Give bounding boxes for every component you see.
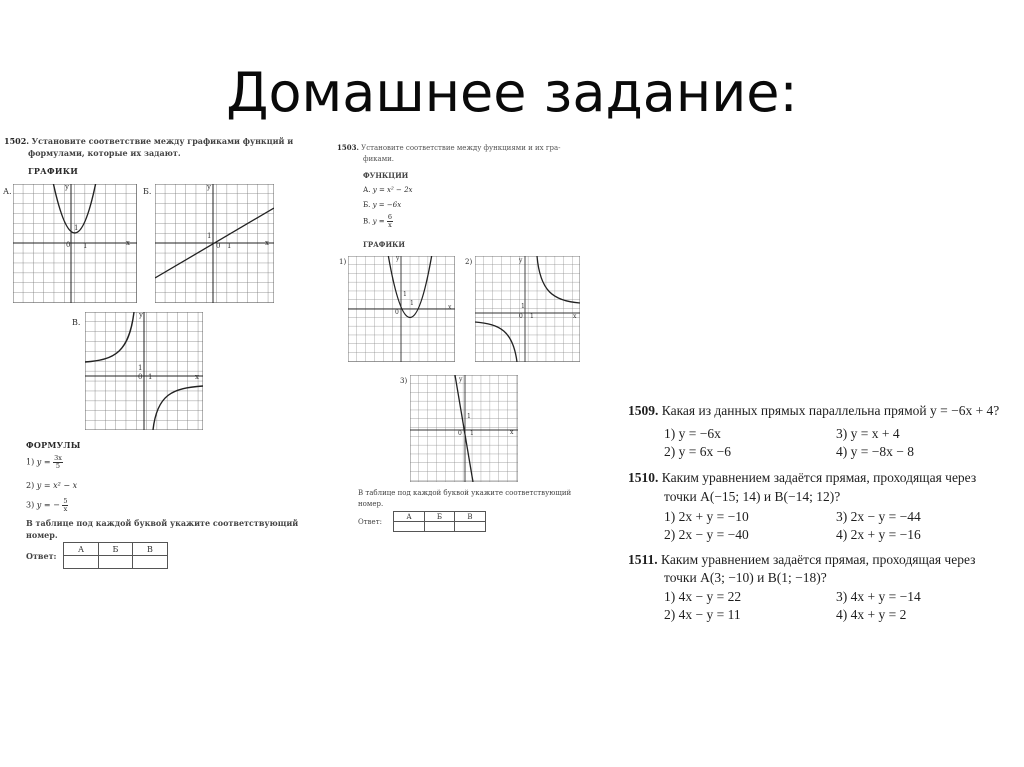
problem-text: Каким уравнением задаётся прямая, проходящая через — [661, 552, 976, 567]
graphs-header-1503: ГРАФИКИ — [363, 240, 406, 249]
problem-text: Установите соответствие между графиками функций и — [31, 136, 294, 146]
graphs-header: ГРАФИКИ — [28, 166, 79, 176]
option-4: 4) y = −8x − 8 — [836, 444, 914, 459]
problem-1511-question-line1 — [628, 552, 975, 568]
answer-header-a: А — [64, 543, 99, 556]
problem-1502-line2: формулами, которые их задают. — [28, 148, 181, 158]
numerator: 5 — [63, 497, 68, 505]
slide-title: Домашнее задание: — [226, 61, 798, 124]
function-label: А. — [363, 186, 371, 194]
graph-2-label: 2) — [465, 258, 473, 266]
graph-b-line: y 0 1 1 x — [155, 184, 274, 303]
option-3: 3) y = x + 4 — [836, 426, 900, 441]
formula-1 — [26, 455, 63, 470]
problem-text: Какая из данных прямых параллельна прямой y = −6x + 4? — [661, 403, 1000, 418]
instruction-line2-1503: номер. — [358, 500, 384, 508]
graph-v-hyperbola: y 0 1 1 x — [85, 312, 203, 430]
option-2: 2) y = 6x −6 — [664, 444, 731, 459]
numerator: 3x — [54, 454, 62, 462]
function-label: В. — [363, 217, 371, 226]
formula-prefix: y = — [36, 457, 51, 467]
option-2: 2) 2x − y = −40 — [664, 527, 749, 542]
answer-cell-v[interactable] — [133, 556, 168, 569]
problem-number: 1502. — [4, 136, 30, 146]
graph-3-label: 3) — [400, 377, 408, 385]
function-text: y = x² − 2x — [372, 186, 413, 194]
answer-cell-a[interactable] — [394, 522, 425, 532]
problem-1502-line1 — [4, 136, 293, 147]
graph-a-label: А. — [3, 187, 12, 196]
denominator: x — [388, 221, 392, 229]
graph-1-parabola: y 0 1 1 x — [348, 256, 455, 362]
function-b — [363, 201, 401, 210]
answer-header-v: В — [455, 512, 486, 522]
option-4: 4) 2x + y = −16 — [836, 527, 921, 542]
answer-cell-b[interactable] — [425, 522, 455, 532]
formula-3 — [26, 498, 68, 513]
problem-1503-line1 — [337, 143, 561, 153]
problem-text: Каким уравнением задаётся прямая, проходящая через — [661, 470, 977, 485]
graph-1-label: 1) — [339, 258, 347, 266]
answer-table-1502 — [63, 542, 168, 569]
graph-3-line: y 0 1 1 x — [410, 375, 518, 482]
function-prefix: y = — [372, 217, 385, 226]
option-1: 1) 4x − y = 22 — [664, 589, 742, 604]
formula-number: 3) — [26, 500, 35, 510]
answer-cell-b[interactable] — [99, 556, 133, 569]
answer-cell-a[interactable] — [64, 556, 99, 569]
problem-1503-line2: фиками. — [363, 155, 395, 163]
answer-table-1503 — [393, 511, 486, 532]
answer-header-v: В — [133, 543, 168, 556]
instruction-line2: номер. — [26, 530, 58, 540]
answer-label: Ответ: — [26, 551, 57, 561]
formula-prefix: y = − — [36, 500, 60, 510]
problem-1510-question-line1 — [628, 470, 976, 486]
problem-number: 1509. — [628, 403, 659, 418]
denominator: x — [63, 505, 68, 513]
instruction-line1: В таблице под каждой буквой укажите соответствующий — [26, 518, 299, 528]
fraction — [53, 455, 63, 470]
option-1: 1) y = −6x — [664, 426, 721, 441]
answer-header-a: А — [394, 512, 425, 522]
function-text: y = −6x — [372, 201, 402, 209]
graph-v-label: В. — [72, 318, 81, 327]
denominator: 5 — [55, 462, 61, 470]
fraction — [387, 214, 393, 229]
function-v — [363, 214, 393, 229]
formulas-header: ФОРМУЛЫ — [26, 440, 81, 450]
option-1: 1) 2x + y = −10 — [664, 509, 749, 524]
option-2: 2) 4x − y = 11 — [664, 607, 741, 622]
fraction — [62, 498, 68, 513]
problem-1511-question-line2: точки A(3; −10) и B(1; −18)? — [664, 570, 827, 585]
answer-header-b: Б — [425, 512, 455, 522]
answer-cell-v[interactable] — [455, 522, 486, 532]
problem-number: 1503. — [337, 143, 359, 152]
function-a — [363, 186, 413, 195]
formula-number: 2) — [26, 481, 35, 490]
problem-text: Установите соответствие между функциями и их гра- — [361, 144, 561, 152]
graph-2-hyperbola: y 0 1 1 x — [475, 256, 580, 362]
formula-number: 1) — [26, 457, 35, 467]
problem-1510-question-line2: точки A(−15; 14) и B(−14; 12)? — [664, 489, 841, 504]
answer-header-b: Б — [99, 543, 133, 556]
formula-text: y = x² − x — [36, 481, 78, 490]
problem-number: 1510. — [628, 470, 659, 485]
functions-header: ФУНКЦИИ — [363, 171, 409, 180]
instruction-line1-1503: В таблице под каждой буквой укажите соответствующий — [358, 489, 572, 497]
option-4: 4) 4x + y = 2 — [836, 607, 907, 622]
graph-b-label: Б. — [143, 187, 152, 196]
formula-2 — [26, 481, 77, 491]
problem-1509-question — [628, 403, 999, 419]
option-3: 3) 4x + y = −14 — [836, 589, 921, 604]
option-3: 3) 2x − y = −44 — [836, 509, 921, 524]
answer-label-1503: Ответ: — [358, 518, 382, 526]
function-label: Б. — [363, 201, 371, 209]
numerator: 6 — [387, 213, 393, 221]
problem-number: 1511. — [628, 552, 658, 567]
graph-a-parabola: y 0 1 1 x — [13, 184, 137, 303]
